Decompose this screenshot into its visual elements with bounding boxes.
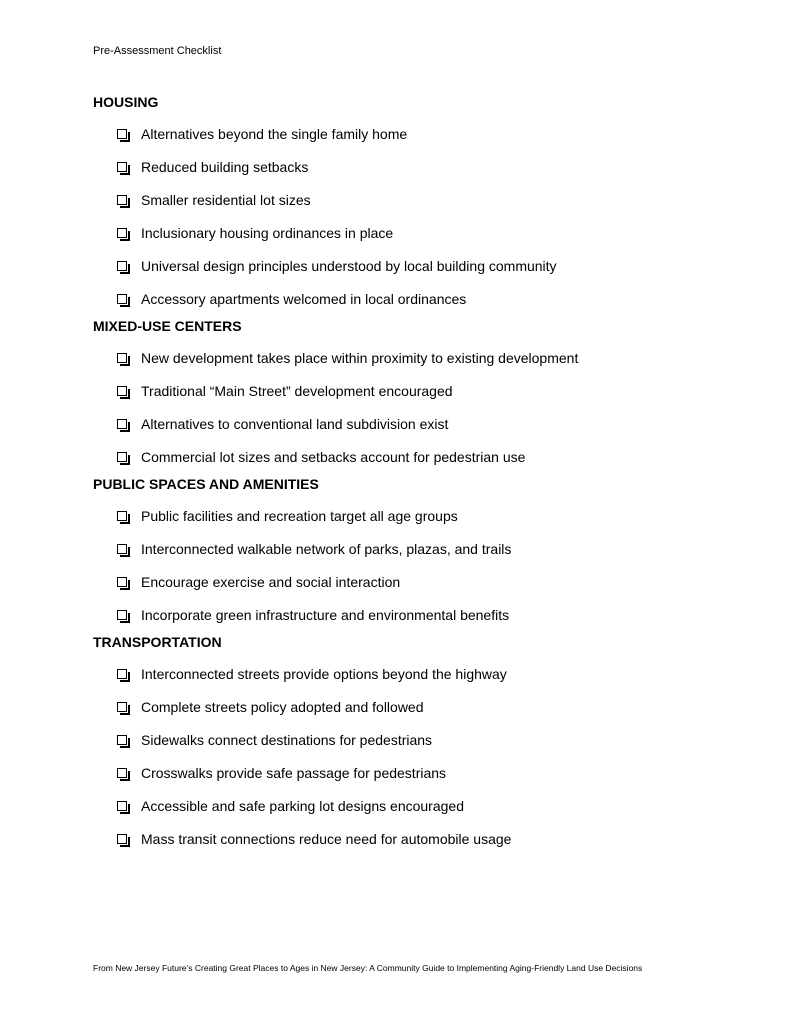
section-public-spaces-and-amenities [93, 473, 733, 626]
checklist-item-label: Public facilities and recreation target all age groups [141, 508, 458, 524]
checklist-item[interactable] [93, 347, 733, 369]
checkbox-icon[interactable] [117, 294, 127, 304]
checklist-item[interactable] [93, 123, 733, 145]
checklist-item-label: Commercial lot sizes and setbacks account for pedestrian use [141, 449, 526, 465]
checkbox-icon[interactable] [117, 801, 127, 811]
checkbox-icon[interactable] [117, 834, 127, 844]
checklist-item[interactable] [93, 828, 733, 850]
section-housing [93, 91, 733, 310]
checklist-item-label: Alternatives beyond the single family home [141, 126, 408, 142]
checklist-item[interactable] [93, 413, 733, 435]
checklist-item[interactable] [93, 156, 733, 178]
checkbox-icon[interactable] [117, 129, 127, 139]
checklist-item-label: Encourage exercise and social interaction [141, 574, 401, 590]
section-heading: MIXED-USE CENTERS [93, 318, 242, 334]
checklist-item-label: Inclusionary housing ordinances in place [141, 225, 394, 241]
checklist-item-label: Incorporate green infrastructure and environmental benefits [141, 607, 510, 623]
checkbox-icon[interactable] [117, 544, 127, 554]
checklist-item-label: Crosswalks provide safe passage for pedestrians [141, 765, 447, 781]
checkbox-icon[interactable] [117, 511, 127, 521]
checklist-item-label: New development takes place within proximity to existing development [141, 350, 579, 366]
checkbox-icon[interactable] [117, 669, 127, 679]
checklist-item-label: Traditional “Main Street” development encouraged [141, 383, 453, 399]
page-footer: From New Jersey Future’s Creating Great Places to Ages in New Jersey: A Community Guide to Implementing Aging-Friendly Land Use Decisions [93, 963, 643, 973]
checklist-item-label: Interconnected streets provide options beyond the highway [141, 666, 507, 682]
checkbox-icon[interactable] [117, 261, 127, 271]
checkbox-icon[interactable] [117, 735, 127, 745]
checklist-item-label: Sidewalks connect destinations for pedestrians [141, 732, 433, 748]
checkbox-icon[interactable] [117, 610, 127, 620]
section-transportation [93, 631, 733, 850]
checklist-items [93, 505, 733, 626]
checklist-item[interactable] [93, 255, 733, 277]
checklist-item[interactable] [93, 571, 733, 593]
checklist-item[interactable] [93, 729, 733, 751]
checkbox-icon[interactable] [117, 386, 127, 396]
checklist-item[interactable] [93, 505, 733, 527]
checklist-item-label: Smaller residential lot sizes [141, 192, 311, 208]
checkbox-icon[interactable] [117, 228, 127, 238]
checkbox-icon[interactable] [117, 162, 127, 172]
checklist [93, 91, 733, 855]
checklist-item-label: Alternatives to conventional land subdivision exist [141, 416, 449, 432]
checklist-item[interactable] [93, 222, 733, 244]
checklist-item[interactable] [93, 795, 733, 817]
checklist-item[interactable] [93, 696, 733, 718]
section-heading: TRANSPORTATION [93, 634, 222, 650]
section-heading: PUBLIC SPACES AND AMENITIES [93, 476, 319, 492]
checklist-item[interactable] [93, 288, 733, 310]
checkbox-icon[interactable] [117, 353, 127, 363]
checklist-items [93, 123, 733, 310]
checkbox-icon[interactable] [117, 702, 127, 712]
checklist-item-label: Complete streets policy adopted and followed [141, 699, 424, 715]
checkbox-icon[interactable] [117, 195, 127, 205]
checklist-item-label: Universal design principles understood by local building community [141, 258, 557, 274]
checklist-item[interactable] [93, 189, 733, 211]
checkbox-icon[interactable] [117, 452, 127, 462]
checkbox-icon[interactable] [117, 768, 127, 778]
checklist-items [93, 663, 733, 850]
checklist-item-label: Mass transit connections reduce need for automobile usage [141, 831, 512, 847]
checklist-item[interactable] [93, 380, 733, 402]
checklist-item[interactable] [93, 604, 733, 626]
checkbox-icon[interactable] [117, 577, 127, 587]
page-header: Pre-Assessment Checklist [93, 45, 222, 57]
checklist-item-label: Accessible and safe parking lot designs encouraged [141, 798, 464, 814]
section-heading: HOUSING [93, 94, 159, 110]
checklist-item-label: Accessory apartments welcomed in local ordinances [141, 291, 467, 307]
checklist-item[interactable] [93, 762, 733, 784]
checklist-items [93, 347, 733, 468]
checklist-item[interactable] [93, 663, 733, 685]
checklist-item-label: Interconnected walkable network of parks, plazas, and trails [141, 541, 512, 557]
checkbox-icon[interactable] [117, 419, 127, 429]
section-mixed-use-centers [93, 315, 733, 468]
checklist-item[interactable] [93, 538, 733, 560]
checklist-item[interactable] [93, 446, 733, 468]
checklist-item-label: Reduced building setbacks [141, 159, 309, 175]
